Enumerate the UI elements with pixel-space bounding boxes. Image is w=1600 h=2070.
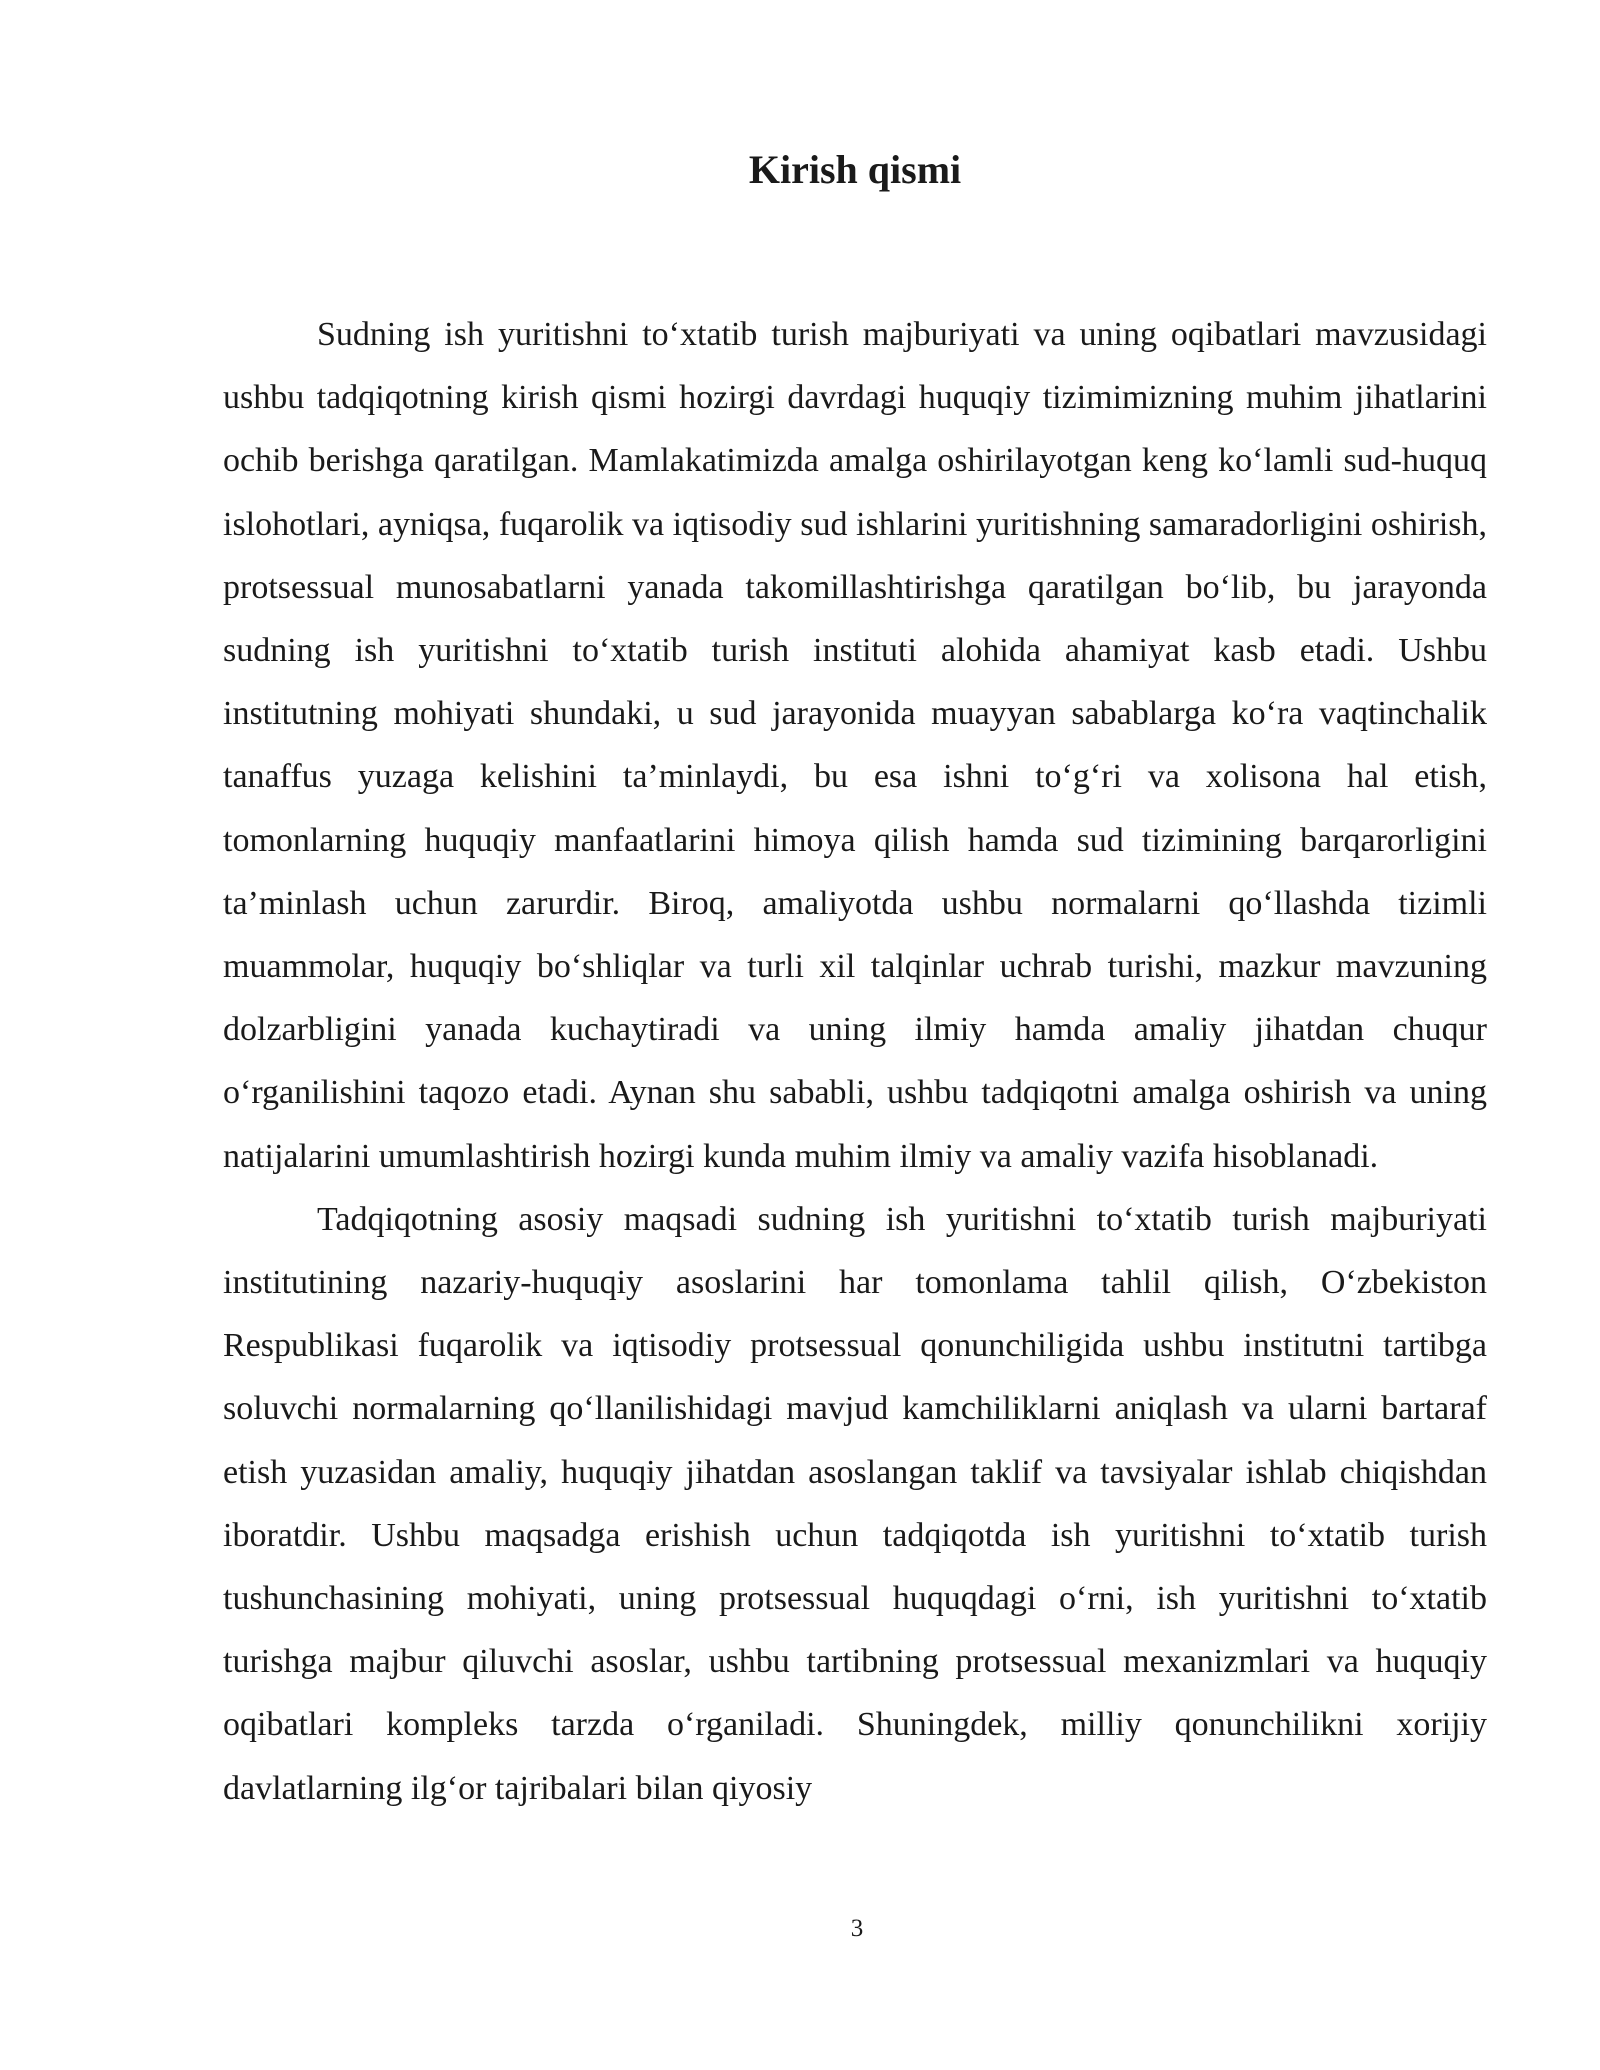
paragraph-1: Sudning ish yuritishni to‘xtatib turish majburiyati va uning oqibatlari mavzusidagi ushbu tadqiqotning kirish qismi hozirgi davrdagi huquqiy tizimimizning muhim jihatlarini ochib berishga qaratilgan. Mamlakatimizda amalga oshirilayotgan keng ko‘lamli sud-huquq islohotlari, ayniqsa, fuqarolik va iqtisodiy sud ishlarini yuritishning samaradorligini oshirish, protsessual munosabatlarni yanada takomillashtirishga qaratilgan bo‘lib, bu jarayonda sudning ish yuritishni to‘xtatib turish instituti alohida ahamiyat kasb etadi. Ushbu institutning mohiyati shundaki, u sud jarayonida muayyan sabablarga ko‘ra vaqtinchalik tanaffus yuzaga kelishini ta’minlaydi, bu esa ishni to‘g‘ri va xolisona hal etish, tomonlarning huquqiy manfaatlarini himoya qilish hamda sud tizimining barqarorligini ta’minlash uchun zarurdir. Biroq, amaliyotda ushbu normalarni qo‘llashda tizimli muammolar, huquqiy bo‘shliqlar va turli xil talqinlar uchrab turishi, mazkur mavzuning dolzarbligini yanada kuchaytiradi va uning ilmiy hamda amaliy jihatdan chuqur o‘rganilishini taqozo etadi. Aynan shu sababli, ushbu tadqiqotni amalga oshirish va uning natijalarini umumlashtirish hozirgi kunda muhim ilmiy va amaliy vazifa hisoblanadi. — [223, 316, 1487, 1175]
document-body — [223, 303, 1487, 1820]
page-number: 3 — [850, 1915, 864, 1942]
paragraph-2: Tadqiqotning asosiy maqsadi sudning ish yuritishni to‘xtatib turish majburiyati institutining nazariy-huquqiy asoslarini har tomonlama tahlil qilish, O‘zbekiston Respublikasi fuqarolik va iqtisodiy protsessual qonunchiligida ushbu institutni tartibga soluvchi normalarning qo‘llanilishidagi mavjud kamchiliklarni aniqlash va ularni bartaraf etish yuzasidan amaliy, huquqiy jihatdan asoslangan taklif va tavsiyalar ishlab chiqishdan iboratdir. Ushbu maqsadga erishish uchun tadqiqotda ish yuritishni to‘xtatib turish tushunchasining mohiyati, uning protsessual huquqdagi o‘rni, ish yuritishni to‘xtatib turishga majbur qiluvchi asoslar, ushbu tartibning protsessual mexanizmlari va huquqiy oqibatlari kompleks tarzda o‘rganiladi. Shuningdek, milliy qonunchilikni xorijiy davlatlarning ilg‘or tajribalari bilan qiyosiy — [223, 1200, 1487, 1807]
page-title: Kirish qismi — [748, 147, 962, 192]
